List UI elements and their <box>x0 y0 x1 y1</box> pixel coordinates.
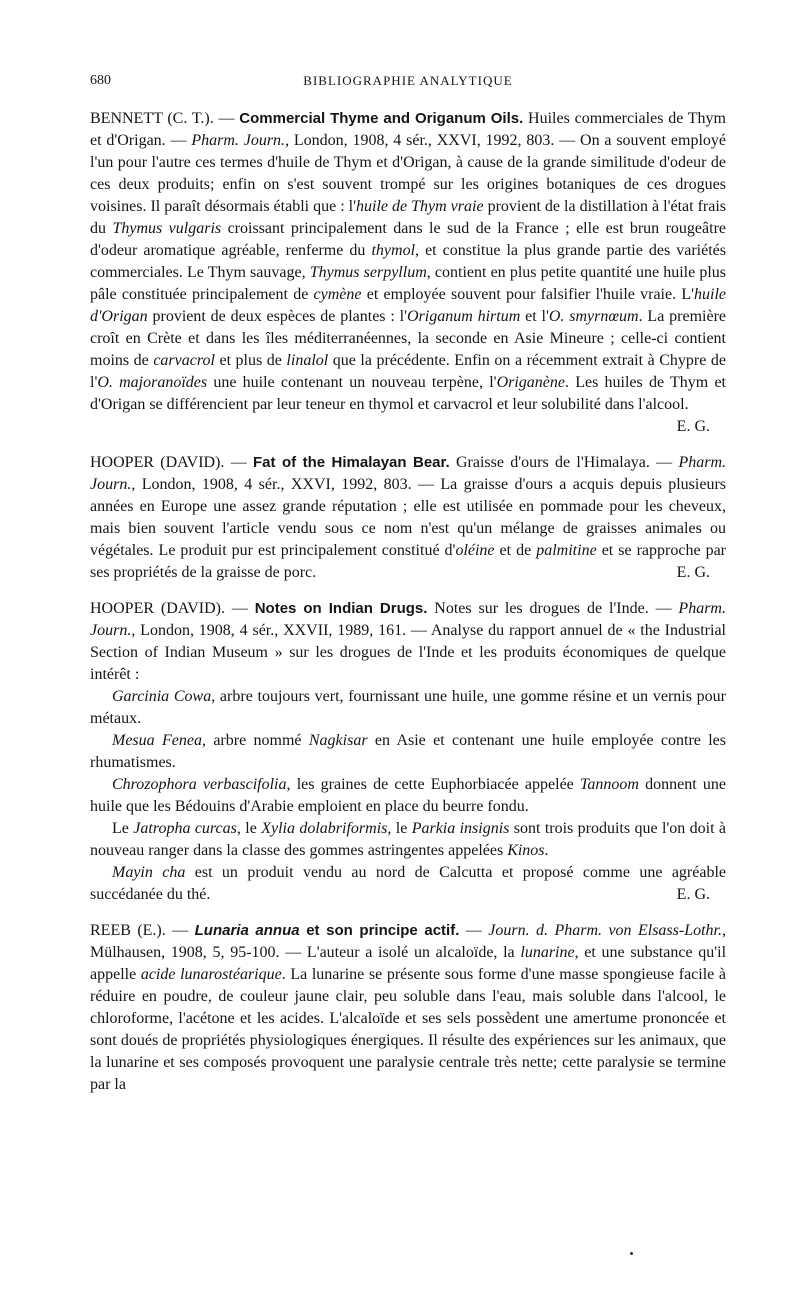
italic-text: O. smyrnœum <box>548 308 639 325</box>
body-text: Huiles commerciales de Thym et d'Origan. — <box>90 110 727 149</box>
italic-text: acide lunarostéarique <box>140 966 282 983</box>
body-text: que la précédente. Enfin on a récemment extrait à Chypre de l' <box>90 352 726 391</box>
title-segment: Lunaria annua <box>194 922 300 939</box>
body-text: , Mülhausen, 1908, 5, 95-100. — L'auteur a isolé un alcaloïde, la <box>90 922 726 961</box>
entry-paragraph <box>90 730 726 774</box>
italic-text: Thymus serpyllum <box>309 264 427 281</box>
italic-text: huile de Thym vraie <box>356 198 484 215</box>
italic-text: lunarine <box>520 944 575 961</box>
body-text: , le <box>387 820 412 837</box>
entry-separator: — <box>224 454 254 471</box>
entry-signature: E. G. <box>676 886 710 903</box>
body-text: provient de la distillation à l'état frais du <box>90 198 726 237</box>
bibliography-entry <box>90 452 726 584</box>
entry-separator: — <box>165 922 195 939</box>
title-segment: et son principe actif. <box>299 922 460 939</box>
body-text: et de <box>494 542 537 559</box>
italic-text: carvacrol <box>153 352 215 369</box>
bibliography-entries <box>90 108 726 1096</box>
italic-text: Xylia dolabriformis <box>261 820 388 837</box>
entry-author: HOOPER (DAVID). <box>90 600 225 617</box>
body-text: . La lunarine se présente sous forme d'une masse spongieuse facile à réduire en poudre, de couleur jaune clair, peu soluble dans l'eau, mais soluble dans l'alcool, le chloroforme, l'acétone et les acides. L'alcaloïde et ses sels possèdent une amertume prononcée et sont doués de propriétés physiologiques énergiques. Il résulte des expériences sur les animaux, que la lunarine et ses composés provoquent une paralysie centrale très nette; cette paralysie se termine par la <box>90 966 726 1093</box>
body-text: , et constitue la plus grande partie des variétés commerciales. Le Thym sauvage, <box>90 242 727 281</box>
document-page <box>90 70 726 1110</box>
bibliography-entry <box>90 920 726 1096</box>
body-text: , le <box>236 820 262 837</box>
body-text: Notes sur les drogues de l'Inde. — <box>427 600 679 617</box>
italic-text: Garcinia Cowa <box>112 688 212 705</box>
body-text: , les graines de cette Euphorbiacée appelée <box>286 776 580 793</box>
bibliography-entry <box>90 598 726 906</box>
italic-text: Thymus vulgaris <box>112 220 222 237</box>
italic-text: Parkia insignis <box>411 820 510 837</box>
entry-paragraph <box>90 818 726 862</box>
italic-text: thymol <box>371 242 416 259</box>
bibliography-entry <box>90 108 726 438</box>
body-text: Graisse d'ours de l'Himalaya. — <box>449 454 679 471</box>
body-text: . La première croît en Crète et dans les îles méditerranéennes, la seconde en Asie Mineure ; celle-ci contient moins de <box>90 308 726 369</box>
body-text: . Les huiles de Thym et d'Origan se différencient par leur teneur en thymol et carvacrol et leur solubilité dans l'alcool. <box>90 374 726 413</box>
italic-text: palmitine <box>536 542 597 559</box>
italic-text: Jatropha curcas <box>133 820 237 837</box>
body-text: croissant principalement dans le sud de la France ; elle est brun rougeâtre d'odeur aromatique agréable, renferme du <box>90 220 727 259</box>
italic-text: cymène <box>313 286 362 303</box>
entry-title: Notes on Indian Drugs. <box>254 600 428 617</box>
italic-text: oléine <box>455 542 495 559</box>
body-text: est un produit vendu au nord de Calcutta et proposé comme une agréable succédanée du thé. <box>90 864 726 903</box>
page-mark <box>630 1252 633 1255</box>
entry-signature: E. G. <box>676 418 710 435</box>
body-text: . <box>544 842 549 859</box>
entry-title: Fat of the Himalayan Bear. <box>253 454 450 471</box>
body-text: sont trois produits que l'on doit à nouveau ranger dans la classe des gommes astringentes appelées <box>90 820 727 859</box>
body-text: , arbre nommé <box>201 732 309 749</box>
body-text: une huile contenant un nouveau terpène, l' <box>207 374 497 391</box>
italic-text: Origanum hirtum <box>406 308 521 325</box>
entry-paragraph <box>90 452 726 584</box>
body-text: , London, 1908, 4 sér., XXVII, 1989, 161. — Analyse du rapport annuel de « the Industrial Section of Indian Museum » sur les drogues de l'Inde et les produits économiques de quelque intérêt : <box>90 622 726 683</box>
italic-text: Nagkisar <box>308 732 368 749</box>
body-text: provient de deux espèces de plantes : l' <box>147 308 407 325</box>
italic-text: Pharm. Journ. <box>191 132 286 149</box>
entry-author: HOOPER (DAVID). <box>90 454 225 471</box>
body-text: et plus de <box>214 352 287 369</box>
italic-text: Pharm. Journ. <box>90 600 726 639</box>
entry-separator: — <box>225 600 255 617</box>
page-header <box>90 70 726 94</box>
italic-text: linalol <box>286 352 329 369</box>
entry-paragraph <box>90 108 727 435</box>
entry-author: REEB (E.). <box>90 922 166 939</box>
italic-text: O. majoranoïdes <box>97 374 208 391</box>
body-text: Le <box>112 820 134 837</box>
page-number: 680 <box>90 73 111 88</box>
italic-text: Journ. d. Pharm. von Elsass-Lothr. <box>488 922 722 939</box>
italic-text: Mesua Fenea <box>112 732 202 749</box>
body-text: , arbre toujours vert, fournissant une huile, une gomme résine et un vernis pour métaux. <box>90 688 726 727</box>
body-text: donnent une huile que les Bédouins d'Arabie emploient en place du beurre fondu. <box>90 776 726 815</box>
entry-paragraph <box>90 774 726 818</box>
entry-signature: E. G. <box>676 564 710 581</box>
body-text: et se rapproche par ses propriétés de la graisse de porc. <box>90 542 726 581</box>
body-text: en Asie et contenant une huile employée contre les rhumatismes. <box>90 732 726 771</box>
italic-text: Pharm. Journ. <box>90 454 727 493</box>
body-text: , London, 1908, 4 sér., XXVI, 1992, 803. — On a souvent employé l'un pour l'autre ces termes d'huile de Thym et d'Origan, à cause de la grande similitude d'odeur de ces deux produits; enfin on s'est souvent trompé sur les origines botaniques de ces drogues voisines. Il paraît désormais établi que : l' <box>90 132 727 215</box>
body-text: et l' <box>520 308 549 325</box>
italic-text: huile d'Origan <box>90 286 726 325</box>
entry-paragraph <box>90 686 726 730</box>
entry-paragraph <box>90 920 726 1096</box>
italic-text: Mayin cha <box>112 864 186 881</box>
italic-text: Chrozophora verbascifolia <box>112 776 287 793</box>
entry-separator: — <box>213 110 240 127</box>
italic-text: Kinos <box>507 842 545 859</box>
entry-paragraph <box>90 862 726 906</box>
italic-text: Origanène <box>496 374 565 391</box>
entry-author: BENNETT (C. T.). <box>90 110 214 127</box>
running-title: BIBLIOGRAPHIE ANALYTIQUE <box>303 73 513 88</box>
body-text: et employée souvent pour falsifier l'huile vraie. L' <box>361 286 694 303</box>
body-text: , London, 1908, 4 sér., XXVI, 1992, 803. — La graisse d'ours a acquis depuis plusieurs années en Europe une assez grande réputation ; elle est utilisée en pommade pour les cheveux, mais bien souvent l'article vendu sous ce nom n'est qu'un mélange de graisses animales ou végétales. Le produit pur est principalement constitué d' <box>90 476 726 559</box>
body-text: — <box>459 922 489 939</box>
entry-paragraph <box>90 598 726 686</box>
italic-text: Tannoom <box>579 776 639 793</box>
body-text: , et une substance qu'il appelle <box>90 944 727 983</box>
entry-title: Commercial Thyme and Origanum Oils. <box>239 110 524 127</box>
body-text: , contient en plus petite quantité une huile plus pâle constituée principalement de <box>90 264 727 303</box>
entry-title <box>195 922 460 939</box>
